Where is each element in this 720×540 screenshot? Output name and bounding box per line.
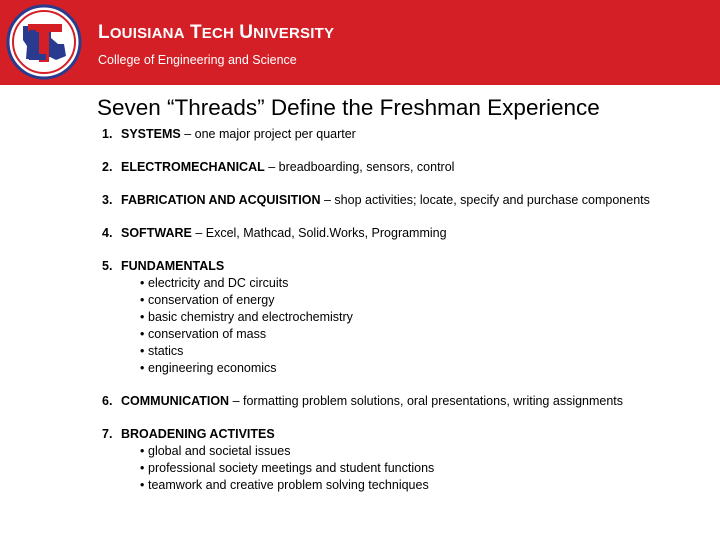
list-item: 4. SOFTWARE – Excel, Mathcad, Solid.Works, Programming <box>102 226 447 240</box>
threads-list <box>102 126 662 494</box>
college-name: College of Engineering and Science <box>98 53 297 67</box>
list-item: 6. COMMUNICATION – formatting problem solutions, oral presentations, writing assignments <box>102 394 624 408</box>
list-item: 5. FUNDAMENTALS • electricity and DC circuits • conservation of energy • basic chemistry and electrochemistry • conservation of mass • statics • engineering economics <box>102 258 662 377</box>
sub-list-item: • global and societal issues <box>140 444 291 458</box>
header-banner <box>0 0 720 85</box>
list-item: 3. FABRICATION AND ACQUISITION – shop activities; locate, specify and purchase components <box>102 193 650 207</box>
slide-title: Seven “Threads” Define the Freshman Experience <box>97 95 600 120</box>
list-item: 2. ELECTROMECHANICAL – breadboarding, sensors, control <box>102 160 455 174</box>
sub-list-item: • conservation of energy <box>140 293 275 307</box>
louisiana-tech-logo-icon <box>6 4 82 80</box>
sub-list-item: • engineering economics <box>140 361 277 375</box>
sub-list-item: • teamwork and creative problem solving techniques <box>140 478 429 492</box>
sub-list-item: • statics <box>140 344 184 358</box>
sub-list <box>121 443 662 494</box>
sub-list-item: • conservation of mass <box>140 327 267 341</box>
sub-list-item: • electricity and DC circuits <box>140 276 289 290</box>
university-name: LOUISIANA TECH UNIVERSITY <box>98 22 335 43</box>
list-item: 1. SYSTEMS – one major project per quarter <box>102 127 356 141</box>
sub-list-item: • basic chemistry and electrochemistry <box>140 310 353 324</box>
sub-list <box>121 275 662 377</box>
list-item: 7. BROADENING ACTIVITES • global and societal issues • professional society meetings and student functions • teamwork and creative problem solving techniques <box>102 426 662 494</box>
sub-list-item: • professional society meetings and student functions <box>140 461 435 475</box>
